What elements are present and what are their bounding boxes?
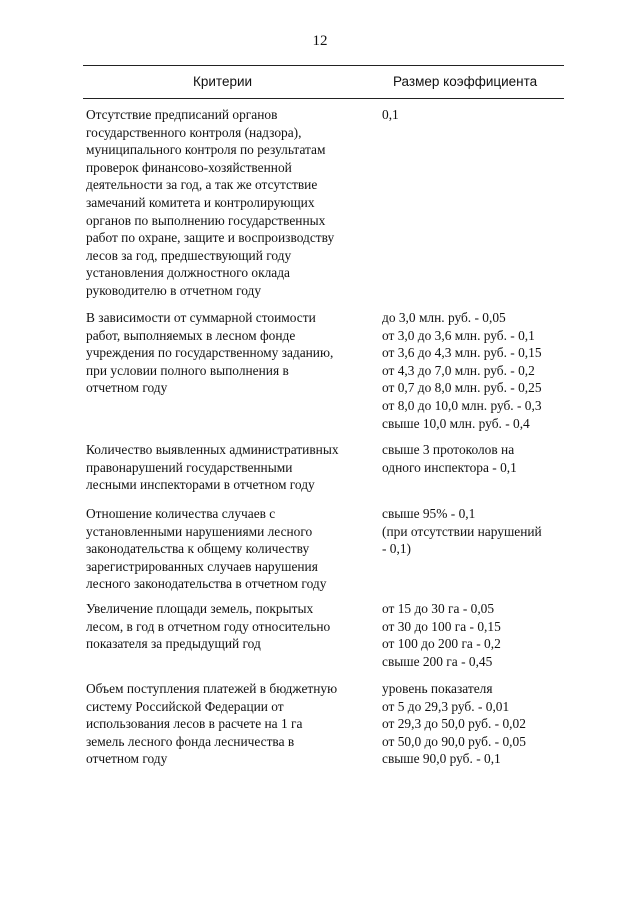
table-top-rule	[83, 65, 564, 66]
coefficient-cell: свыше 3 протоколов на одного инспектора - 0,1	[382, 442, 517, 475]
criteria-cell: Объем поступления платежей в бюджетную систему Российской Федерации от использования лесов в расчете на 1 га земель лесного фонда лесничества в отчетном году	[86, 681, 338, 767]
criteria-cell: Количество выявленных административных правонарушений государственными лесными инспекторами в отчетном году	[86, 442, 339, 493]
criteria-cell: В зависимости от суммарной стоимости работ, выполняемых в лесном фонде учреждения по государственному заданию, при условии полного выполнения в отчетном году	[86, 310, 334, 396]
criteria-cell: Увеличение площади земель, покрытых лесом, в год в отчетном году относительно показателя за предыдущий год	[86, 601, 331, 652]
coefficient-cell: свыше 95% - 0,1 (при отсутствии нарушений - 0,1)	[382, 506, 542, 557]
table-header-rule	[83, 98, 564, 99]
coefficient-cell: от 15 до 30 га - 0,05 от 30 до 100 га - 0,15 от 100 до 200 га - 0,2 свыше 200 га - 0,45	[382, 601, 501, 669]
criteria-cell: Отсутствие предписаний органов государственного контроля (надзора), муниципального контроля по результатам проверок финансово-хозяйственной деятельности за год, а так же отсутствие замечаний комитета и контролирующих органов по выполнению государственных работ по охране, защите и воспроизводству лесов за год, предшествующий году установления должностного оклада руководителю в отчетном году	[86, 107, 335, 298]
header-criteria: Критерии	[193, 74, 253, 89]
criteria-cell: Отношение количества случаев с установленными нарушениями лесного законодательства к общему количеству зарегистрированных случаев нарушения лесного законодательства в отчетном году	[86, 506, 327, 592]
coefficient-cell: до 3,0 млн. руб. - 0,05 от 3,0 до 3,6 млн. руб. - 0,1 от 3,6 до 4,3 млн. руб. - 0,15 от 4,3 до 7,0 млн. руб. - 0,2 от 0,7 до 8,0 млн. руб. - 0,25 от 8,0 до 10,0 млн. руб. - 0,3 свыше 10,0 млн. руб. - 0,4	[382, 310, 542, 431]
header-coefficient: Размер коэффициента	[393, 74, 538, 89]
page-number: 12	[312, 33, 328, 49]
coefficient-cell: уровень показателя от 5 до 29,3 руб. - 0,01 от 29,3 до 50,0 руб. - 0,02 от 50,0 до 90,0 руб. - 0,05 свыше 90,0 руб. - 0,1	[382, 681, 526, 767]
coefficient-cell: 0,1	[382, 107, 399, 122]
